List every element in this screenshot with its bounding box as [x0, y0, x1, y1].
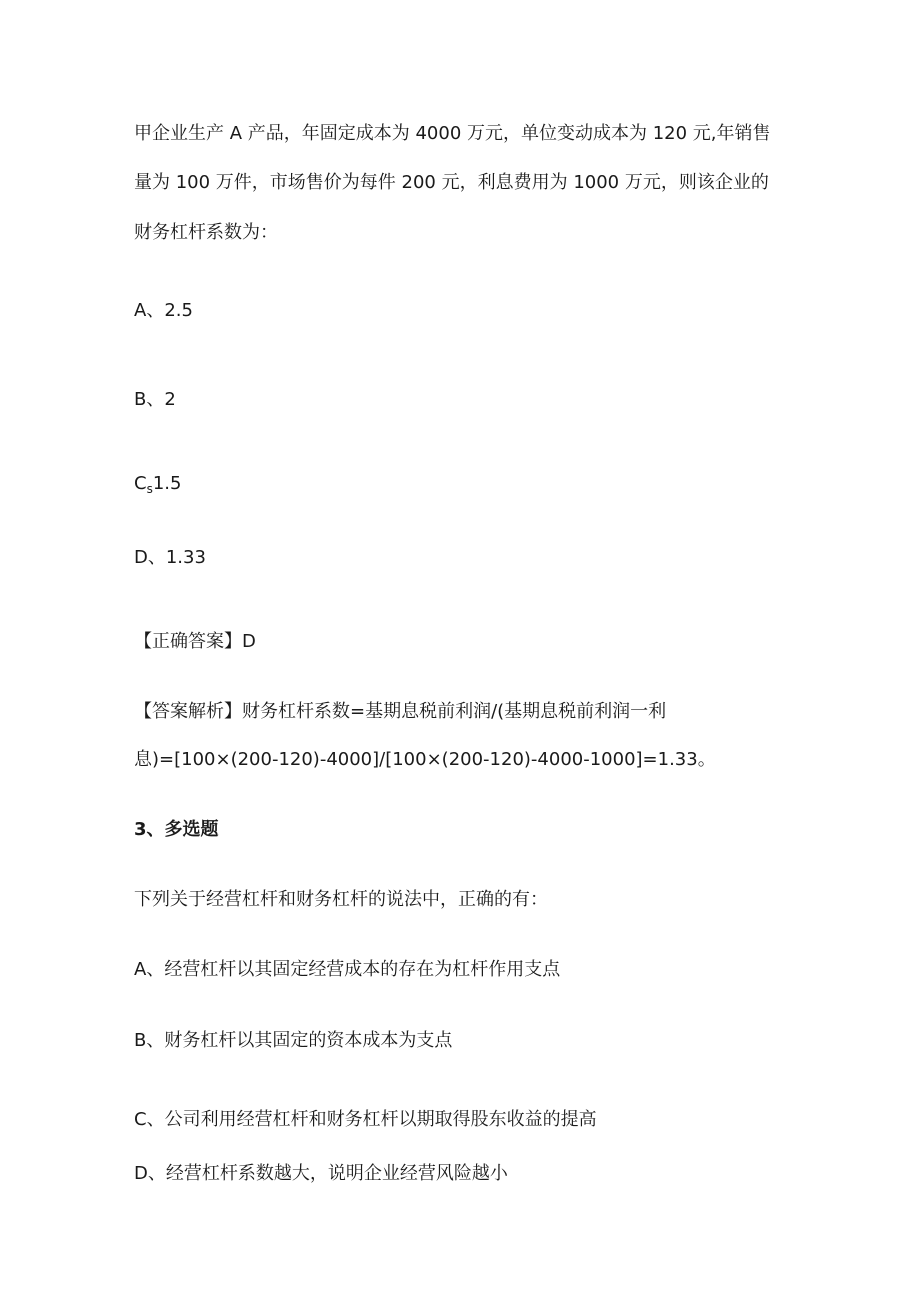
correct-answer: 【正确答案】D	[134, 631, 256, 652]
option-a: A、2.5	[134, 300, 193, 321]
option-b: B、财务杠杆以其固定的资本成本为支点	[134, 1030, 453, 1051]
option-a: A、经营杠杆以其固定经营成本的存在为杠杆作用支点	[134, 959, 561, 980]
option-c	[134, 472, 181, 501]
option-c-subscript: s	[146, 482, 153, 496]
option-c: C、公司利用经营杠杆和财务杠杆以期取得股东收益的提高	[134, 1109, 597, 1130]
answer-analysis-line-2: 息)=[100×(200-120)-4000]/[100×(200-120)-4000-1000]=1.33。	[134, 749, 716, 770]
section-heading: 3、多选题	[134, 819, 219, 840]
question-stem-line-2: 量为 100 万件，市场售价为每件 200 元，利息费用为 1000 万元，则该企业的	[134, 172, 769, 193]
question-stem: 下列关于经营杠杆和财务杠杆的说法中，正确的有：	[134, 889, 548, 910]
option-c-letter: C	[134, 473, 147, 494]
question-stem-line-3: 财务杠杆系数为：	[134, 222, 278, 243]
option-c-value: 1.5	[152, 473, 182, 494]
option-d: D、1.33	[134, 547, 206, 568]
question-stem-line-1: 甲企业生产 A 产品，年固定成本为 4000 万元，单位变动成本为 120 元,年销售	[134, 123, 771, 144]
answer-analysis-line-1: 【答案解析】财务杠杆系数=基期息税前利润/(基期息税前利润一利	[134, 701, 667, 722]
option-d: D、经营杠杆系数越大，说明企业经营风险越小	[134, 1163, 508, 1184]
option-b: B、2	[134, 389, 176, 410]
